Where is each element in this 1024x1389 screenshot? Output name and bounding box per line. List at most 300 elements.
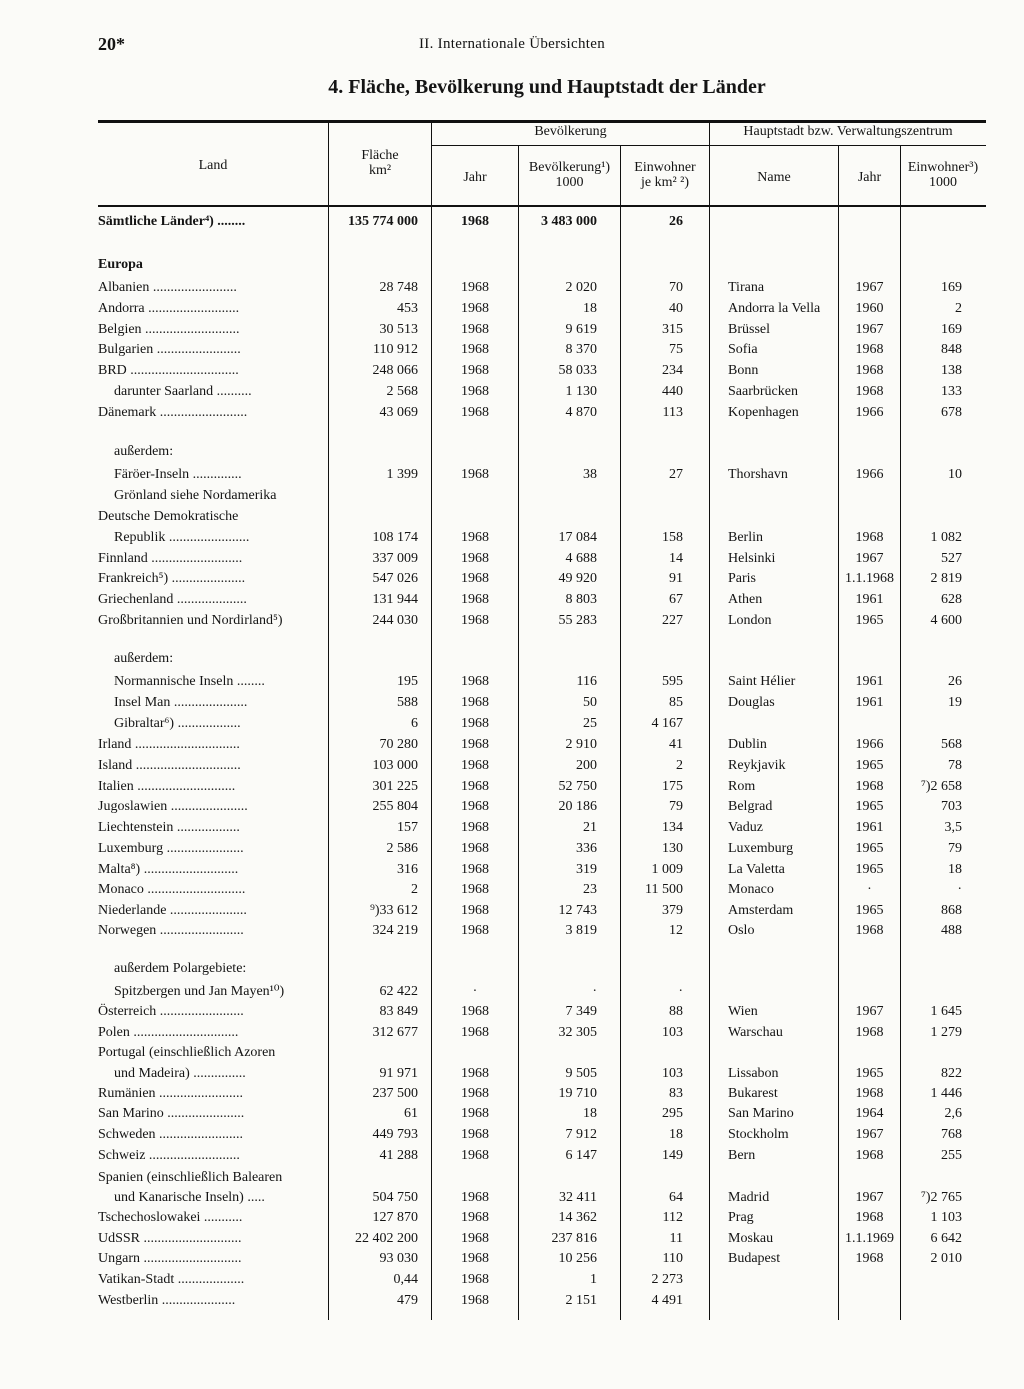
cell-hauptstadt: Douglas: [728, 695, 775, 710]
cell-jahr: 1968: [461, 384, 489, 399]
cell-flaeche: 312 677: [372, 1025, 418, 1040]
cell-land: Irland ..............................: [98, 737, 240, 752]
cell-land: Andorra ..........................: [98, 301, 240, 316]
cell-jahr: 1968: [461, 882, 489, 897]
cell-hs-jahr: 1965: [855, 613, 884, 628]
cell-jahr: 1968: [461, 1086, 489, 1101]
cell-bevoelkerung: 19 710: [558, 1086, 597, 1101]
cell-bevoelkerung: 12 743: [558, 903, 597, 918]
cell-hauptstadt: Andorra la Vella: [728, 301, 821, 316]
cell-hs-einwohner: 19: [948, 695, 962, 710]
cell-hs-jahr: 1967: [855, 280, 884, 295]
cell-hs-einwohner: 6 642: [930, 1231, 962, 1246]
cell-land: San Marino ......................: [98, 1106, 245, 1121]
cell-dichte: 315: [662, 322, 683, 337]
cell-dichte: 379: [662, 903, 683, 918]
cell-dichte: 103: [662, 1025, 683, 1040]
cell-dichte: 295: [662, 1106, 683, 1121]
cell-land: UdSSR ............................: [98, 1231, 242, 1246]
cell-flaeche: 449 793: [372, 1127, 418, 1142]
cell-jahr: 1968: [461, 1272, 489, 1287]
cell-bevoelkerung: 21: [583, 820, 597, 835]
cell-dichte: 88: [669, 1004, 683, 1019]
cell-bevoelkerung: 8 803: [565, 592, 597, 607]
cell-hs-einwohner: 1 279: [930, 1025, 962, 1040]
cell-flaeche: 28 748: [379, 280, 418, 295]
cell-hs-einwohner: 26: [948, 674, 962, 689]
cell-land: Österreich ........................: [98, 1004, 244, 1019]
cell-hauptstadt: Paris: [728, 571, 756, 586]
cell-bevoelkerung: 6 147: [565, 1148, 597, 1163]
cell-land: außerdem:: [114, 444, 174, 459]
cell-bevoelkerung: 7 349: [565, 1004, 597, 1019]
cell-jahr: 1968: [461, 820, 489, 835]
header-flaeche-label: Fläche: [361, 148, 399, 163]
cell-hs-einwohner: 4 600: [930, 613, 962, 628]
cell-land: Normannische Inseln ........: [114, 674, 265, 689]
cell-hs-jahr: 1965: [855, 862, 884, 877]
cell-land: Sämtliche Länder⁴) ........: [98, 214, 246, 229]
cell-hs-jahr: 1967: [855, 1127, 884, 1142]
cell-flaeche: 244 030: [372, 613, 418, 628]
cell-jahr: 1968: [461, 716, 489, 731]
cell-flaeche: 6: [411, 716, 418, 731]
cell-jahr: 1968: [461, 342, 489, 357]
cell-flaeche: 43 069: [379, 405, 418, 420]
cell-jahr: 1968: [461, 613, 489, 628]
cell-land: außerdem Polargebiete:: [114, 961, 247, 976]
cell-land: Deutsche Demokratische: [98, 509, 239, 524]
cell-flaeche: 301 225: [372, 779, 418, 794]
header-einwohner-km-line1: Einwohner: [634, 160, 696, 175]
cell-flaeche: 237 500: [372, 1086, 418, 1101]
cell-bevoelkerung: 50: [583, 695, 597, 710]
cell-hs-jahr: 1966: [855, 405, 884, 420]
cell-land: BRD ...............................: [98, 363, 239, 378]
divider-land: [328, 122, 329, 1320]
cell-dichte: 2 273: [651, 1272, 683, 1287]
header-flaeche: [332, 148, 428, 178]
cell-hauptstadt: Vaduz: [728, 820, 763, 835]
cell-hauptstadt: Moskau: [728, 1231, 774, 1246]
cell-hs-jahr: 1968: [855, 363, 884, 378]
cell-bevoelkerung: 200: [576, 758, 597, 773]
cell-hauptstadt: Saint Hélier: [728, 674, 796, 689]
cell-land: Schweiz ..........................: [98, 1148, 240, 1163]
cell-flaeche: 135 774 000: [348, 214, 418, 229]
cell-bevoelkerung: 14 362: [558, 1210, 597, 1225]
cell-hs-jahr: 1961: [855, 592, 884, 607]
cell-flaeche: 547 026: [372, 571, 418, 586]
header-hs-einwohner: [900, 160, 986, 190]
cell-bevoelkerung: 2 151: [565, 1293, 597, 1308]
header-bevoelkerung-group: Bevölkerung: [534, 124, 607, 139]
cell-flaeche: 2 586: [386, 841, 418, 856]
cell-land: Spanien (einschließlich Balearen: [98, 1170, 283, 1185]
cell-hauptstadt: Oslo: [728, 923, 755, 938]
cell-bevoelkerung: 52 750: [558, 779, 597, 794]
cell-hs-jahr: 1961: [855, 695, 884, 710]
cell-hs-einwohner: 169: [941, 280, 962, 295]
header-bev-1000-line1: Bevölkerung¹): [528, 160, 611, 175]
cell-bevoelkerung: 2 020: [565, 280, 597, 295]
cell-hs-jahr: 1965: [855, 758, 884, 773]
cell-flaeche: 324 219: [372, 923, 418, 938]
cell-jahr: 1968: [461, 1106, 489, 1121]
cell-hauptstadt: Athen: [728, 592, 763, 607]
cell-bevoelkerung: ·: [592, 984, 597, 999]
cell-dichte: 18: [669, 1127, 683, 1142]
cell-bevoelkerung: 237 816: [551, 1231, 597, 1246]
cell-hauptstadt: Brüssel: [728, 322, 770, 337]
cell-hauptstadt: La Valetta: [728, 862, 785, 877]
cell-land: Republik .......................: [114, 530, 250, 545]
cell-dichte: 27: [669, 467, 683, 482]
cell-hs-jahr: 1965: [855, 841, 884, 856]
cell-hauptstadt: Bukarest: [728, 1086, 778, 1101]
cell-hs-jahr: 1968: [855, 1210, 884, 1225]
cell-land: Belgien ...........................: [98, 322, 240, 337]
cell-hs-jahr: 1.1.1968: [845, 571, 894, 586]
cell-hs-jahr: 1968: [855, 923, 884, 938]
header-bev-1000: [519, 160, 620, 190]
cell-land: Bulgarien ........................: [98, 342, 241, 357]
cell-dichte: 40: [669, 301, 683, 316]
cell-dichte: 113: [662, 405, 683, 420]
cell-hs-jahr: 1968: [855, 779, 884, 794]
cell-hs-jahr: 1966: [855, 737, 884, 752]
cell-jahr: 1968: [461, 841, 489, 856]
cell-flaeche: 83 849: [379, 1004, 418, 1019]
cell-land: Insel Man .....................: [114, 695, 248, 710]
cell-hauptstadt: Stockholm: [728, 1127, 789, 1142]
cell-flaeche: 110 912: [373, 342, 418, 357]
cell-land: Luxemburg ......................: [98, 841, 244, 856]
cell-dichte: 158: [662, 530, 683, 545]
cell-hs-jahr: 1968: [855, 1251, 884, 1266]
cell-bevoelkerung: 9 619: [565, 322, 597, 337]
cell-land: Rumänien ........................: [98, 1086, 244, 1101]
cell-dichte: 149: [662, 1148, 683, 1163]
cell-land: Norwegen ........................: [98, 923, 244, 938]
cell-bevoelkerung: 7 912: [565, 1127, 597, 1142]
cell-bevoelkerung: 3 819: [565, 923, 597, 938]
cell-dichte: 85: [669, 695, 683, 710]
cell-dichte: 41: [669, 737, 683, 752]
running-head: II. Internationale Übersichten: [418, 36, 605, 52]
cell-land: Frankreich⁵) .....................: [98, 571, 246, 586]
cell-bevoelkerung: 32 411: [559, 1190, 597, 1205]
cell-land: Finnland ..........................: [98, 551, 243, 566]
cell-jahr: 1968: [461, 1190, 489, 1205]
cell-land: Spitzbergen und Jan Mayen¹⁰): [114, 984, 285, 999]
cell-hs-einwohner: 822: [941, 1066, 962, 1081]
cell-land: Island ..............................: [98, 758, 241, 773]
cell-flaeche: 70 280: [379, 737, 418, 752]
cell-dichte: 75: [669, 342, 683, 357]
cell-land: Liechtenstein ..................: [98, 820, 240, 835]
cell-hs-jahr: 1967: [855, 551, 884, 566]
cell-bevoelkerung: 1: [590, 1272, 597, 1287]
cell-flaeche: 504 750: [372, 1190, 418, 1205]
hauptstadt-group-rule: [710, 145, 986, 146]
cell-dichte: 227: [662, 613, 683, 628]
cell-hauptstadt: Wien: [728, 1004, 758, 1019]
cell-land: Griechenland ....................: [98, 592, 247, 607]
header-land: Land: [198, 158, 228, 173]
cell-bevoelkerung: 116: [576, 674, 597, 689]
cell-hauptstadt: Reykjavik: [728, 758, 786, 773]
cell-flaeche: 22 402 200: [355, 1231, 418, 1246]
cell-bevoelkerung: 4 688: [565, 551, 597, 566]
cell-hs-jahr: 1967: [855, 322, 884, 337]
cell-jahr: 1968: [461, 1127, 489, 1142]
cell-hauptstadt: Madrid: [728, 1190, 770, 1205]
cell-hs-einwohner: ·: [957, 882, 962, 897]
cell-dichte: 103: [662, 1066, 683, 1081]
cell-hs-jahr: 1961: [855, 820, 884, 835]
cell-hs-einwohner: 10: [948, 467, 962, 482]
cell-flaeche: 157: [397, 820, 418, 835]
cell-hs-einwohner: 1 446: [930, 1086, 962, 1101]
cell-land: Färöer-Inseln ..............: [114, 467, 242, 482]
cell-hauptstadt: Rom: [728, 779, 756, 794]
cell-land: Dänemark .........................: [98, 405, 248, 420]
cell-dichte: 4 491: [651, 1293, 683, 1308]
cell-dichte: 134: [662, 820, 683, 835]
cell-hauptstadt: Sofia: [728, 342, 758, 357]
cell-hs-einwohner: 78: [948, 758, 962, 773]
header-einwohner-km: [621, 160, 709, 190]
cell-hauptstadt: Kopenhagen: [728, 405, 799, 420]
cell-dichte: 175: [662, 779, 683, 794]
cell-land: Albanien ........................: [98, 280, 237, 295]
cell-dichte: 67: [669, 592, 683, 607]
cell-jahr: 1968: [461, 737, 489, 752]
header-einwohner-km-line2: je km² ²): [640, 175, 690, 190]
cell-dichte: 4 167: [651, 716, 683, 731]
cell-hs-einwohner: 138: [941, 363, 962, 378]
cell-hauptstadt: Tirana: [728, 280, 765, 295]
cell-land: Tschechoslowakei ...........: [98, 1210, 243, 1225]
cell-flaeche: 30 513: [379, 322, 418, 337]
cell-bevoelkerung: 2 910: [565, 737, 597, 752]
cell-hs-einwohner: 628: [941, 592, 962, 607]
cell-jahr: 1968: [461, 301, 489, 316]
header-bottom-rule: [98, 205, 986, 207]
cell-flaeche: 1 399: [386, 467, 418, 482]
cell-jahr: 1968: [461, 1293, 489, 1308]
cell-land: Europa: [98, 257, 143, 272]
cell-hs-jahr: 1968: [855, 342, 884, 357]
cell-flaeche: 41 288: [379, 1148, 418, 1163]
cell-jahr: 1968: [461, 903, 489, 918]
cell-hs-jahr: 1967: [855, 1004, 884, 1019]
cell-dichte: 11: [669, 1231, 683, 1246]
cell-hs-jahr: 1.1.1969: [845, 1231, 894, 1246]
cell-hauptstadt: Dublin: [728, 737, 767, 752]
header-jahr: Jahr: [463, 170, 487, 185]
cell-land: Polen ..............................: [98, 1025, 239, 1040]
cell-dichte: 26: [669, 214, 683, 229]
cell-land: Großbritannien und Nordirland⁵): [98, 613, 283, 628]
cell-flaeche: 588: [397, 695, 418, 710]
table-title: 4. Fläche, Bevölkerung und Hauptstadt der Länder: [328, 76, 766, 98]
cell-hs-einwohner: 2,6: [944, 1106, 962, 1121]
cell-hauptstadt: London: [728, 613, 772, 628]
cell-jahr: 1968: [461, 779, 489, 794]
cell-hs-jahr: 1961: [855, 674, 884, 689]
cell-hauptstadt: Saarbrücken: [728, 384, 798, 399]
cell-bevoelkerung: 55 283: [558, 613, 597, 628]
cell-jahr: 1968: [461, 530, 489, 545]
cell-dichte: 83: [669, 1086, 683, 1101]
cell-land: Jugoslawien ......................: [98, 799, 248, 814]
cell-hs-jahr: 1966: [855, 467, 884, 482]
cell-dichte: 234: [662, 363, 683, 378]
cell-flaeche: 131 944: [372, 592, 418, 607]
cell-hs-jahr: 1964: [855, 1106, 884, 1121]
cell-bevoelkerung: 58 033: [558, 363, 597, 378]
cell-hs-einwohner: ⁷)2 765: [920, 1190, 962, 1205]
cell-land: Malta⁸) ...........................: [98, 862, 239, 877]
cell-flaeche: 195: [397, 674, 418, 689]
cell-jahr: ·: [472, 984, 478, 999]
cell-bevoelkerung: 18: [583, 301, 597, 316]
cell-land: Ungarn ............................: [98, 1251, 242, 1266]
cell-flaeche: 62 422: [379, 984, 418, 999]
cell-bevoelkerung: 319: [576, 862, 597, 877]
cell-bevoelkerung: 18: [583, 1106, 597, 1121]
cell-dichte: 79: [669, 799, 683, 814]
cell-hs-jahr: 1965: [855, 1066, 884, 1081]
cell-hs-einwohner: 868: [941, 903, 962, 918]
cell-jahr: 1968: [461, 758, 489, 773]
cell-jahr: 1968: [461, 923, 489, 938]
cell-hs-einwohner: 488: [941, 923, 962, 938]
cell-land: Vatikan-Stadt ...................: [98, 1272, 245, 1287]
cell-hs-jahr: 1968: [855, 1148, 884, 1163]
divider-dichte: [709, 122, 710, 1320]
cell-hauptstadt: Budapest: [728, 1251, 781, 1266]
cell-hs-einwohner: 527: [941, 551, 962, 566]
header-hs-einwohner-line2: 1000: [929, 175, 957, 190]
cell-bevoelkerung: 20 186: [558, 799, 597, 814]
cell-dichte: 64: [669, 1190, 683, 1205]
cell-hs-jahr: 1967: [855, 1190, 884, 1205]
cell-bevoelkerung: 8 370: [565, 342, 597, 357]
cell-flaeche: 0,44: [393, 1272, 418, 1287]
cell-jahr: 1968: [461, 1004, 489, 1019]
cell-dichte: 12: [669, 923, 683, 938]
cell-bevoelkerung: 336: [576, 841, 597, 856]
cell-jahr: 1968: [461, 799, 489, 814]
cell-jahr: 1968: [461, 571, 489, 586]
cell-bevoelkerung: 23: [583, 882, 597, 897]
cell-dichte: 110: [662, 1251, 683, 1266]
cell-land: Westberlin .....................: [98, 1293, 236, 1308]
cell-hs-jahr: ·: [867, 882, 872, 897]
cell-bevoelkerung: 17 084: [558, 530, 597, 545]
cell-flaeche: 337 009: [372, 551, 418, 566]
cell-flaeche: 316: [397, 862, 418, 877]
cell-hs-einwohner: 848: [941, 342, 962, 357]
header-bev-1000-line2: 1000: [555, 175, 584, 190]
cell-hs-einwohner: 2 010: [930, 1251, 962, 1266]
cell-land: und Madeira) ...............: [114, 1066, 246, 1081]
cell-jahr: 1968: [461, 1251, 489, 1266]
cell-hauptstadt: Helsinki: [728, 551, 776, 566]
cell-hs-einwohner: ⁷)2 658: [920, 779, 962, 794]
cell-land: Niederlande ......................: [98, 903, 247, 918]
cell-flaeche: 479: [397, 1293, 418, 1308]
cell-jahr: 1968: [461, 1210, 489, 1225]
cell-hs-jahr: 1968: [855, 1025, 884, 1040]
cell-land: Monaco ............................: [98, 882, 246, 897]
header-hs-einwohner-line1: Einwohner³): [907, 160, 979, 175]
page-number: 20*: [98, 34, 125, 54]
cell-flaeche: 2 568: [386, 384, 418, 399]
cell-hauptstadt: San Marino: [728, 1106, 794, 1121]
cell-jahr: 1968: [461, 1025, 489, 1040]
cell-hauptstadt: Belgrad: [728, 799, 773, 814]
cell-jahr: 1968: [461, 1066, 489, 1081]
cell-hauptstadt: Berlin: [728, 530, 763, 545]
cell-dichte: 1 009: [651, 862, 683, 877]
cell-hauptstadt: Warschau: [728, 1025, 783, 1040]
cell-hs-jahr: 1968: [855, 1086, 884, 1101]
cell-hauptstadt: Bern: [728, 1148, 756, 1163]
cell-land: und Kanarische Inseln) .....: [114, 1190, 265, 1205]
cell-land: Grönland siehe Nordamerika: [114, 488, 277, 503]
cell-dichte: 2: [676, 758, 683, 773]
cell-dichte: 11 500: [645, 882, 683, 897]
cell-hs-einwohner: 2 819: [930, 571, 962, 586]
cell-flaeche: ⁹)33 612: [369, 903, 418, 918]
cell-jahr: 1968: [461, 1231, 489, 1246]
cell-bevoelkerung: 25: [583, 716, 597, 731]
cell-flaeche: 248 066: [372, 363, 418, 378]
cell-hs-einwohner: 18: [948, 862, 962, 877]
cell-hauptstadt: Thorshavn: [728, 467, 788, 482]
cell-hs-jahr: 1960: [855, 301, 884, 316]
cell-dichte: 595: [662, 674, 683, 689]
cell-hs-einwohner: 79: [948, 841, 962, 856]
cell-bevoelkerung: 1 130: [565, 384, 597, 399]
cell-hs-einwohner: 133: [941, 384, 962, 399]
cell-land: außerdem:: [114, 651, 174, 666]
cell-jahr: 1968: [461, 363, 489, 378]
cell-bevoelkerung: 32 305: [558, 1025, 597, 1040]
bevoelkerung-group-rule: [432, 145, 709, 146]
cell-hs-einwohner: 169: [941, 322, 962, 337]
cell-flaeche: 61: [404, 1106, 418, 1121]
cell-hs-einwohner: 1 645: [930, 1004, 962, 1019]
cell-hs-einwohner: 1 103: [930, 1210, 962, 1225]
cell-hs-einwohner: 1 082: [930, 530, 962, 545]
cell-bevoelkerung: 9 505: [565, 1066, 597, 1081]
cell-flaeche: 91 971: [379, 1066, 418, 1081]
cell-hs-jahr: 1968: [855, 384, 884, 399]
cell-bevoelkerung: 4 870: [565, 405, 597, 420]
cell-jahr: 1968: [461, 862, 489, 877]
header-hs-jahr: Jahr: [857, 170, 882, 185]
cell-hauptstadt: Luxemburg: [728, 841, 794, 856]
cell-hs-jahr: 1965: [855, 799, 884, 814]
cell-land: Italien ............................: [98, 779, 236, 794]
cell-dichte: 112: [662, 1210, 683, 1225]
cell-jahr: 1968: [461, 674, 489, 689]
